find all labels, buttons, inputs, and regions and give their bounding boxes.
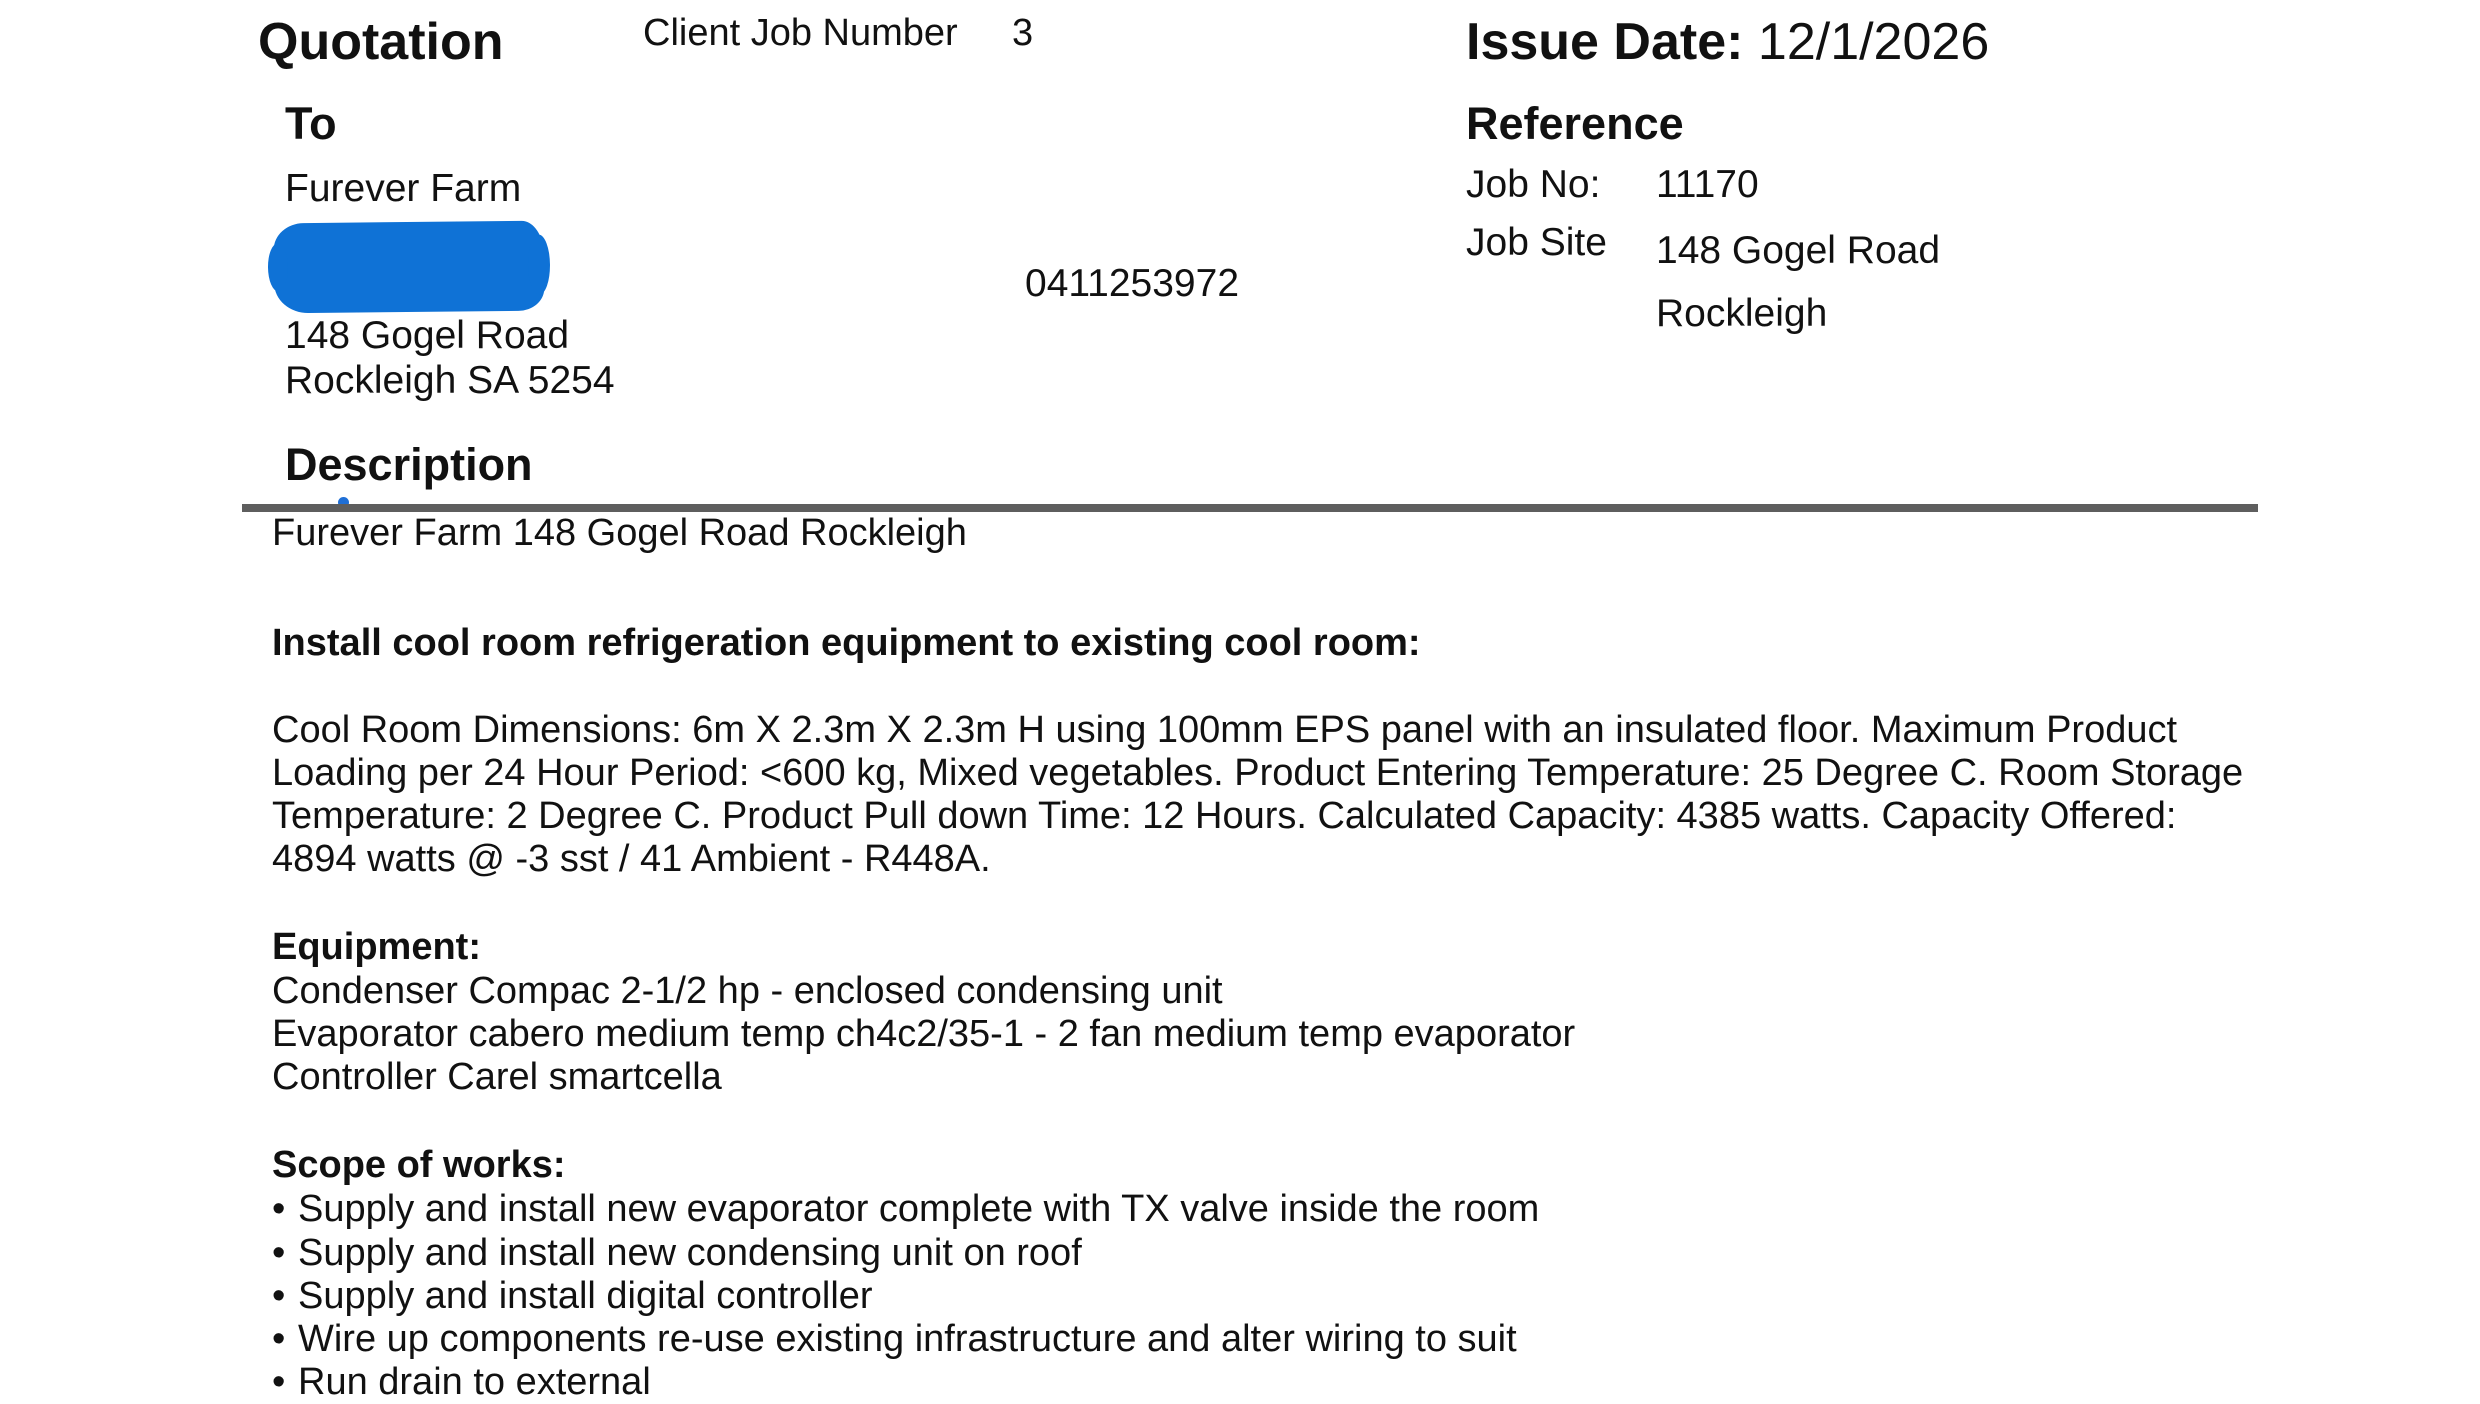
equipment-item: Evaporator cabero medium temp ch4c2/35-1 - 2 fan medium temp evaporator bbox=[272, 1013, 1576, 1055]
job-site-line2: Rockleigh bbox=[1656, 292, 1828, 335]
install-heading: Install cool room refrigeration equipment to existing cool room: bbox=[272, 622, 1421, 664]
bullet-icon: • bbox=[272, 1275, 286, 1317]
bullet-icon: • bbox=[272, 1232, 286, 1274]
job-site-label: Job Site bbox=[1466, 221, 1607, 264]
client-address-line1: 148 Gogel Road bbox=[285, 314, 570, 357]
description-site-line: Furever Farm 148 Gogel Road Rockleigh bbox=[272, 512, 967, 554]
scope-item-text: Wire up components re-use existing infrastructure and alter wiring to suit bbox=[298, 1318, 1517, 1360]
scope-item-text: Supply and install digital controller bbox=[298, 1275, 873, 1317]
scope-item-text: Supply and install new condensing unit on roof bbox=[298, 1232, 1082, 1274]
to-heading: To bbox=[285, 98, 337, 149]
issue-date bbox=[1466, 10, 1989, 74]
scope-item-text: Supply and install new evaporator complete with TX valve inside the room bbox=[298, 1188, 1540, 1230]
client-job-number-label: Client Job Number bbox=[643, 12, 958, 54]
scope-item bbox=[272, 1318, 1517, 1361]
equipment-item: Controller Carel smartcella bbox=[272, 1056, 722, 1098]
equipment-item: Condenser Compac 2-1/2 hp - enclosed condensing unit bbox=[272, 970, 1223, 1012]
client-job-number-value: 3 bbox=[1012, 12, 1034, 54]
bullet-icon: • bbox=[272, 1188, 286, 1230]
job-no-value: 11170 bbox=[1656, 163, 1759, 206]
redaction-mark bbox=[274, 221, 545, 314]
scope-item bbox=[272, 1232, 1082, 1275]
description-heading: Description bbox=[285, 439, 533, 490]
scope-item bbox=[272, 1275, 873, 1318]
scope-item-text: Run drain to external bbox=[298, 1361, 651, 1403]
cool-room-specs: Cool Room Dimensions: 6m X 2.3m X 2.3m H using 100mm EPS panel with an insulated floor. Maximum Product Loading per 24 Hour Period: <600 kg, Mixed vegetables. Product Entering Temperature: 25 Degree C. Room Storage Temperature: 2 Degree C. Product Pull down Time: 12 Hours. Calculated Capacity: 4385 watts. Capacity Offered: 4894 watts @ -3 sst / 41 Ambient - R448A. bbox=[272, 709, 2244, 880]
bullet-icon: • bbox=[272, 1318, 286, 1360]
job-site-line1: 148 Gogel Road bbox=[1656, 229, 1941, 272]
document-title: Quotation bbox=[258, 13, 504, 71]
issue-date-value: 12/1/2026 bbox=[1757, 13, 1990, 71]
reference-heading: Reference bbox=[1466, 98, 1684, 149]
scope-item bbox=[272, 1361, 651, 1404]
client-name: Furever Farm bbox=[285, 167, 522, 210]
bullet-icon: • bbox=[272, 1361, 286, 1403]
job-no-label: Job No: bbox=[1466, 163, 1601, 206]
section-divider bbox=[242, 504, 2258, 512]
issue-date-label: Issue Date: bbox=[1466, 13, 1744, 71]
client-address-line2: Rockleigh SA 5254 bbox=[285, 359, 615, 402]
equipment-heading: Equipment: bbox=[272, 926, 481, 968]
client-phone: 0411253972 bbox=[1025, 262, 1240, 305]
scope-heading: Scope of works: bbox=[272, 1144, 566, 1186]
scope-item bbox=[272, 1188, 1539, 1231]
